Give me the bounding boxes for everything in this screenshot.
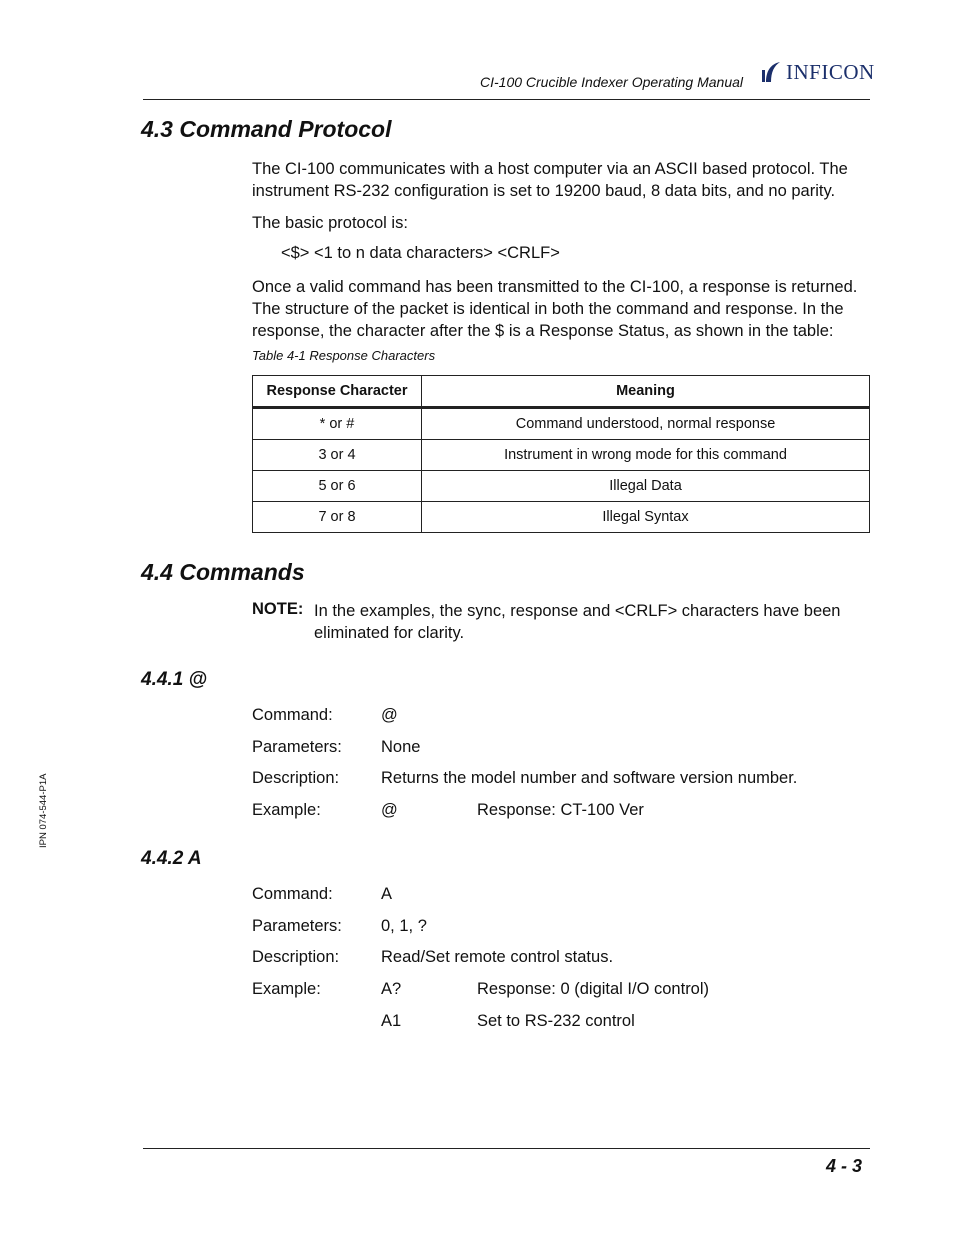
table-cell: Illegal Syntax <box>422 502 870 533</box>
table-cell: 3 or 4 <box>253 440 422 471</box>
page-number: 4 - 3 <box>826 1156 863 1176</box>
parameters-label: Parameters: <box>252 738 342 756</box>
section-heading-4-4-2: 4.4.2 A <box>141 848 202 869</box>
command-label: Command: <box>252 885 333 903</box>
example-label: Example: <box>252 801 321 819</box>
example-response: Response: 0 (digital I/O control) <box>477 980 710 998</box>
parameters-value: 0, 1, ? <box>381 917 427 935</box>
description-value: Returns the model number and software version number. <box>381 769 798 787</box>
paragraph-response: Once a valid command has been transmitted to the CI-100, a response is returned. The structure of the packet is identical in both the command and response. In the response, the character after the $ is a Response Status, as shown in the table: <box>252 278 858 340</box>
section-heading-4-4: 4.4 Commands <box>141 559 305 585</box>
manual-title: CI-100 Crucible Indexer Operating Manual <box>480 74 744 90</box>
table-cell: * or # <box>253 408 422 440</box>
example-value: @ <box>381 801 398 819</box>
inficon-logo-icon <box>760 60 784 84</box>
command-value: A <box>381 885 393 903</box>
table-row <box>253 440 870 471</box>
column-header: Response Character <box>253 376 422 408</box>
table-row <box>253 502 870 533</box>
response-characters-table <box>252 375 870 533</box>
note-text: In the examples, the sync, response and <CRLF> characters have been eliminated for clarity. <box>314 602 841 642</box>
command-value: @ <box>381 706 398 724</box>
parameters-value: None <box>381 738 421 756</box>
example2-response: Set to RS-232 control <box>477 1012 635 1030</box>
example2-value: A1 <box>381 1012 402 1030</box>
protocol-format: <$> <1 to n data characters> <CRLF> <box>281 244 560 262</box>
header-rule <box>143 99 870 100</box>
paragraph-basic-protocol: The basic protocol is: <box>252 214 408 232</box>
table-row <box>253 471 870 502</box>
table-header-row <box>253 376 870 408</box>
description-label: Description: <box>252 769 340 787</box>
example-label: Example: <box>252 980 321 998</box>
table-cell: 5 or 6 <box>253 471 422 502</box>
example-value: A? <box>381 980 402 998</box>
parameters-label: Parameters: <box>252 917 342 935</box>
table-cell: 7 or 8 <box>253 502 422 533</box>
table-cell: Instrument in wrong mode for this command <box>422 440 870 471</box>
column-header: Meaning <box>422 376 870 408</box>
paragraph-intro: The CI-100 communicates with a host computer via an ASCII based protocol. The instrument RS-232 configuration is set to 19200 baud, 8 data bits, and no parity. <box>252 160 848 200</box>
table-cell: Illegal Data <box>422 471 870 502</box>
table-row <box>253 408 870 440</box>
command-label: Command: <box>252 706 333 724</box>
table-cell: Command understood, normal response <box>422 408 870 440</box>
document-id: IPN 074-544-P1A <box>38 773 49 848</box>
table-caption: Table 4-1 Response Characters <box>252 348 436 363</box>
example-response: Response: CT-100 Ver <box>477 801 644 819</box>
footer-rule <box>143 1148 870 1149</box>
logo-text: INFICON <box>786 59 875 84</box>
section-heading-4-4-1: 4.4.1 @ <box>141 669 208 690</box>
section-heading-4-3: 4.3 Command Protocol <box>141 116 392 142</box>
inficon-logo <box>760 58 875 86</box>
note-label: NOTE: <box>252 600 304 618</box>
description-label: Description: <box>252 948 340 966</box>
description-value: Read/Set remote control status. <box>381 948 614 966</box>
